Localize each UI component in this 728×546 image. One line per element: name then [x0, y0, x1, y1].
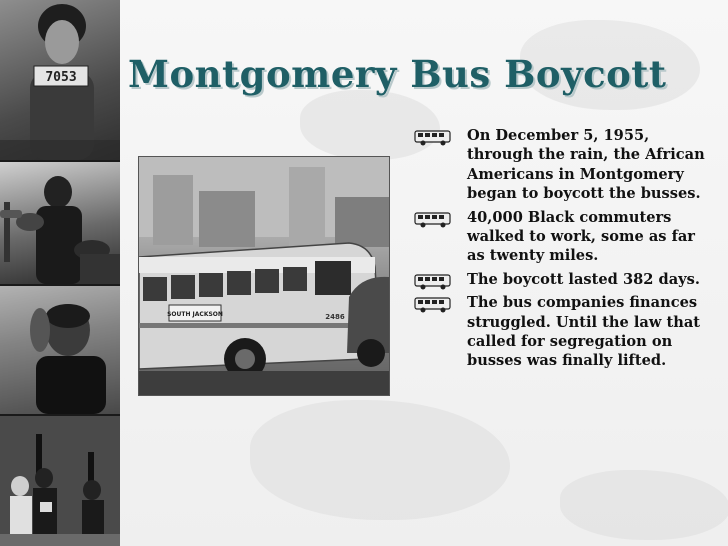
speaker-photo — [0, 162, 120, 284]
podium-photo — [0, 416, 120, 546]
podium-image — [0, 416, 120, 546]
background-watermark — [560, 470, 728, 540]
bus-image — [139, 157, 389, 395]
bullet-item — [414, 126, 714, 204]
background-watermark — [250, 400, 510, 520]
portrait-image — [0, 286, 120, 414]
bullet-item — [414, 208, 714, 266]
bus-photo — [138, 156, 390, 396]
mugshot-placard: 7053 — [45, 70, 77, 85]
bus-destination-sign: SOUTH JACKSON — [167, 311, 223, 318]
portrait-photo — [0, 286, 120, 414]
bullet-text: The boycott lasted 382 days. — [467, 270, 700, 288]
bullet-item — [414, 293, 714, 371]
bus-bullet-icon — [414, 130, 452, 146]
mugshot-photo — [0, 0, 120, 160]
bullet-text: On December 5, 1955, through the rain, the African Americans in Montgomery began to boycott the busses. — [467, 127, 705, 203]
bus-bullet-icon — [414, 274, 452, 290]
mugshot-image — [0, 0, 120, 160]
bullet-item — [414, 270, 714, 289]
slide-title: Montgomery Bus Boycott — [128, 52, 667, 96]
speaker-image — [0, 162, 120, 284]
bullet-list — [414, 126, 714, 375]
bus-number: 2486 — [325, 313, 345, 321]
bullet-text: 40,000 Black commuters walked to work, some as far as twenty miles. — [467, 208, 695, 265]
photo-strip — [0, 0, 120, 546]
bullet-text: The bus companies finances struggled. Until the law that called for segregation on busses was finally lifted. — [467, 294, 701, 370]
bus-bullet-icon — [414, 297, 452, 313]
bus-bullet-icon — [414, 212, 452, 228]
